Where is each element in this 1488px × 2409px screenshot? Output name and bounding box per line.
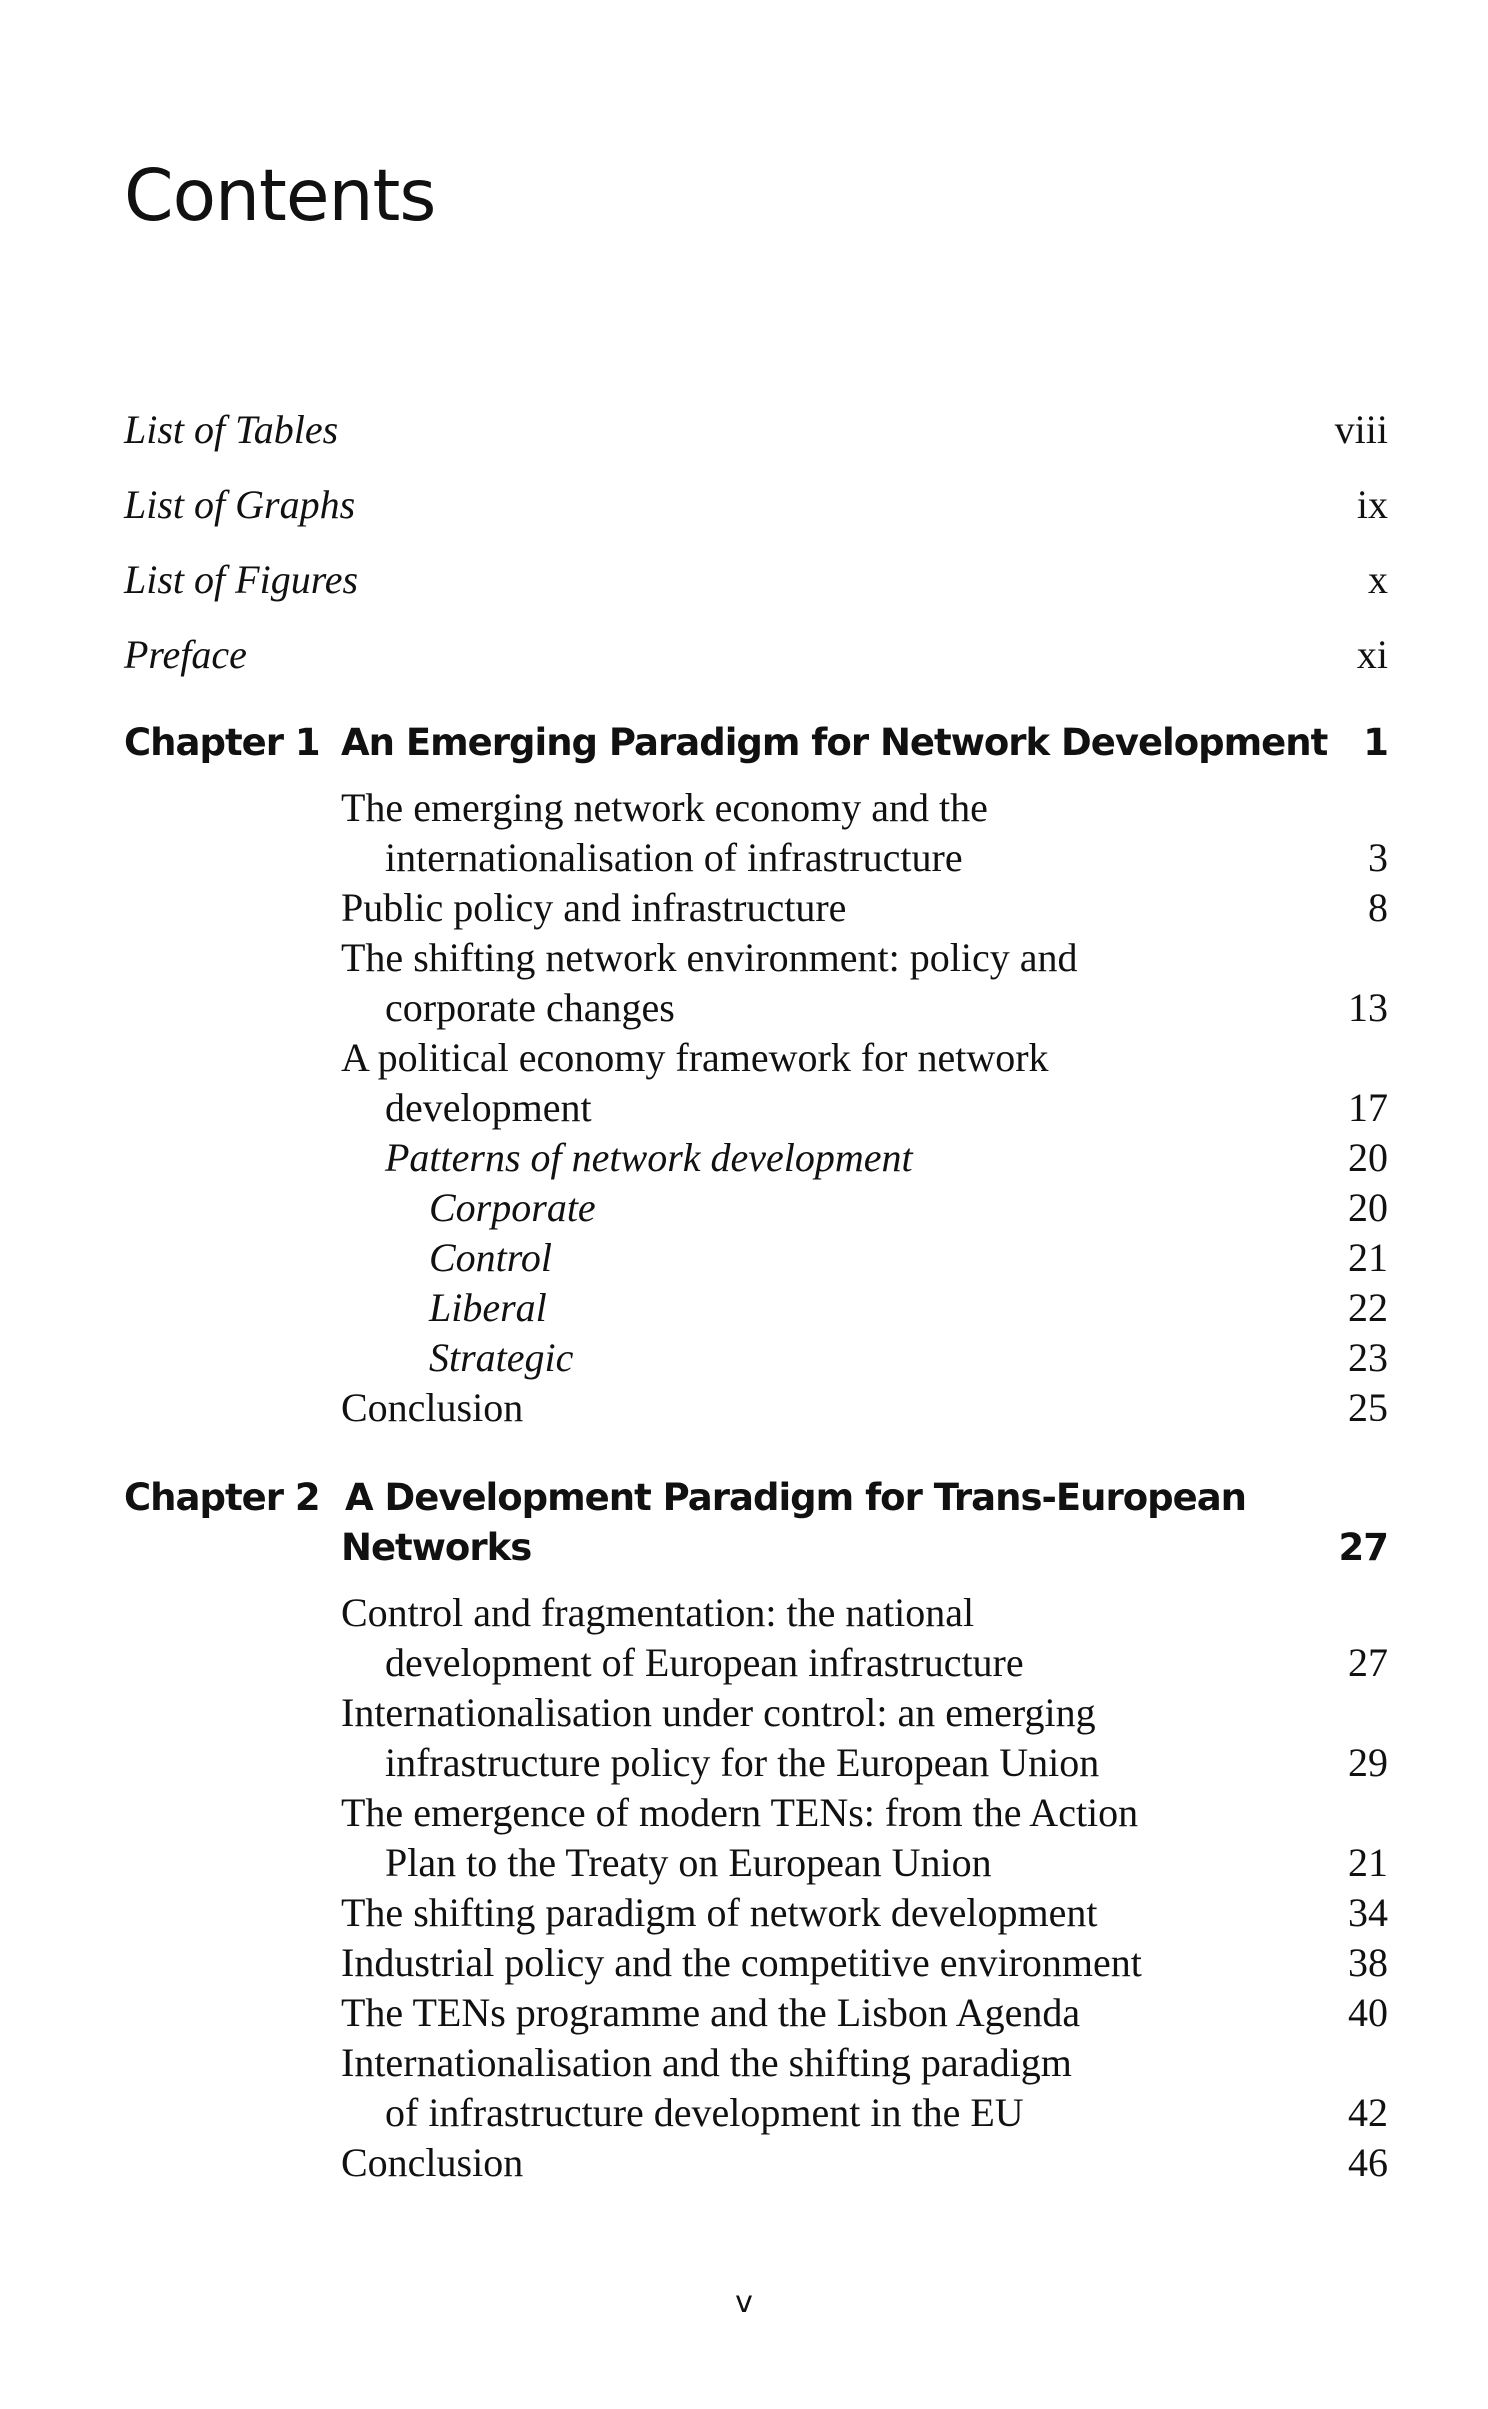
toc-entry-line[interactable]	[0, 933, 1488, 983]
chapter-label: Chapter 2	[124, 1476, 320, 1519]
toc-page-number: 13	[1348, 985, 1388, 1030]
toc-entry-label: Internationalisation under control: an emerging	[341, 1690, 1096, 1735]
chapter-title: A Development Paradigm for Trans-European	[345, 1476, 1247, 1519]
chapter-title-continued: Networks	[341, 1526, 532, 1569]
toc-entry-line[interactable]	[0, 1738, 1488, 1788]
toc-page-number: 40	[1348, 1990, 1388, 2035]
toc-entry-subsubsection[interactable]	[0, 1183, 1488, 1233]
toc-page-number: 20	[1348, 1185, 1388, 1230]
toc-entry-label-continued: infrastructure policy for the European Union	[385, 1740, 1100, 1785]
toc-entry-label-continued: internationalisation of infrastructure	[385, 835, 963, 880]
chapter-title: An Emerging Paradigm for Network Development	[341, 721, 1328, 764]
page-folio: v	[735, 2285, 753, 2320]
chapter-1-heading[interactable]	[0, 718, 1488, 768]
chapter-2-heading-continued[interactable]	[0, 1523, 1488, 1573]
toc-entry-label: The shifting network environment: policy and	[341, 935, 1078, 980]
toc-page-number: xi	[1356, 632, 1388, 677]
toc-entry-label: Industrial policy and the competitive environment	[341, 1940, 1142, 1985]
toc-entry-line[interactable]	[0, 2038, 1488, 2088]
toc-entry-line[interactable]	[0, 1888, 1488, 1938]
toc-entry-subsubsection[interactable]	[0, 1233, 1488, 1283]
toc-entry-label: Public policy and infrastructure	[341, 885, 847, 930]
chapter-2-heading[interactable]	[0, 1473, 1488, 1523]
toc-page-number: 22	[1348, 1285, 1388, 1330]
toc-page-number: 17	[1348, 1085, 1388, 1130]
toc-entry-line[interactable]	[0, 1938, 1488, 1988]
toc-entry-line[interactable]	[0, 1988, 1488, 2038]
toc-entry-label: List of Figures	[124, 557, 359, 602]
toc-page-number: 27	[1348, 1640, 1388, 1685]
toc-page-number: x	[1368, 557, 1388, 602]
toc-entry-label-continued: corporate changes	[385, 985, 675, 1030]
toc-entry-line[interactable]	[0, 783, 1488, 833]
toc-entry-label: Internationalisation and the shifting paradigm	[341, 2040, 1072, 2085]
toc-entry-line[interactable]	[0, 1788, 1488, 1838]
toc-entry-list-of-figures[interactable]	[0, 555, 1488, 605]
toc-entry-label: The TENs programme and the Lisbon Agenda	[341, 1990, 1081, 2035]
toc-entry-label: Strategic	[429, 1335, 574, 1380]
toc-page-number: 23	[1348, 1335, 1388, 1380]
toc-entry-list-of-tables[interactable]	[0, 405, 1488, 455]
toc-page-number: 3	[1368, 835, 1388, 880]
toc-entry-line[interactable]	[0, 883, 1488, 933]
toc-entry-label: Liberal	[429, 1285, 547, 1330]
toc-entry-line[interactable]	[0, 1638, 1488, 1688]
toc-entry-line[interactable]	[0, 983, 1488, 1033]
toc-page-number: 21	[1348, 1235, 1388, 1280]
toc-page-number: 42	[1348, 2090, 1388, 2135]
toc-entry-line[interactable]	[0, 1383, 1488, 1433]
toc-page-number: 27	[1338, 1526, 1388, 1569]
toc-entry-label: Conclusion	[341, 2140, 524, 2185]
toc-entry-label-continued: of infrastructure development in the EU	[385, 2090, 1024, 2135]
toc-entry-line[interactable]	[0, 2088, 1488, 2138]
toc-entry-list-of-graphs[interactable]	[0, 480, 1488, 530]
toc-entry-line[interactable]	[0, 833, 1488, 883]
toc-entry-label: Control and fragmentation: the national	[341, 1590, 975, 1635]
toc-entry-label: Patterns of network development	[385, 1135, 913, 1180]
toc-entry-line[interactable]	[0, 1083, 1488, 1133]
chapter-label: Chapter 1	[124, 721, 320, 764]
toc-entry-label: A political economy framework for network	[341, 1035, 1049, 1080]
toc-entry-label-continued: development	[385, 1085, 592, 1130]
toc-entry-label: Control	[429, 1235, 552, 1280]
toc-entry-subsubsection[interactable]	[0, 1283, 1488, 1333]
toc-entry-line[interactable]	[0, 1838, 1488, 1888]
page-title: Contents	[124, 154, 436, 237]
toc-entry-label: Conclusion	[341, 1385, 524, 1430]
toc-page-number: 25	[1348, 1385, 1388, 1430]
toc-page-number: 8	[1368, 885, 1388, 930]
toc-entry-label: Corporate	[429, 1185, 596, 1230]
toc-entry-line[interactable]	[0, 1588, 1488, 1638]
toc-entry-label: The emergence of modern TENs: from the Action	[341, 1790, 1139, 1835]
toc-entry-subsection[interactable]	[0, 1133, 1488, 1183]
toc-entry-label: List of Graphs	[124, 482, 356, 527]
toc-entry-label: Preface	[124, 632, 247, 677]
toc-page-number: 1	[1363, 721, 1388, 764]
toc-page-number: 38	[1348, 1940, 1388, 1985]
toc-entry-label-continued: development of European infrastructure	[385, 1640, 1024, 1685]
toc-entry-preface[interactable]	[0, 630, 1488, 680]
toc-entry-label: The emerging network economy and the	[341, 785, 988, 830]
toc-entry-line[interactable]	[0, 1033, 1488, 1083]
toc-page-number: 20	[1348, 1135, 1388, 1180]
toc-page-number: 46	[1348, 2140, 1388, 2185]
toc-entry-line[interactable]	[0, 2138, 1488, 2188]
toc-page-number: 29	[1348, 1740, 1388, 1785]
toc-page-number: 21	[1348, 1840, 1388, 1885]
toc-entry-line[interactable]	[0, 1688, 1488, 1738]
toc-page-number: 34	[1348, 1890, 1388, 1935]
toc-page-number: ix	[1356, 482, 1388, 527]
toc-entry-subsubsection[interactable]	[0, 1333, 1488, 1383]
toc-page-number: viii	[1334, 407, 1388, 452]
toc-entry-label: List of Tables	[124, 407, 339, 452]
toc-entry-label: The shifting paradigm of network development	[341, 1890, 1098, 1935]
toc-entry-label-continued: Plan to the Treaty on European Union	[385, 1840, 992, 1885]
